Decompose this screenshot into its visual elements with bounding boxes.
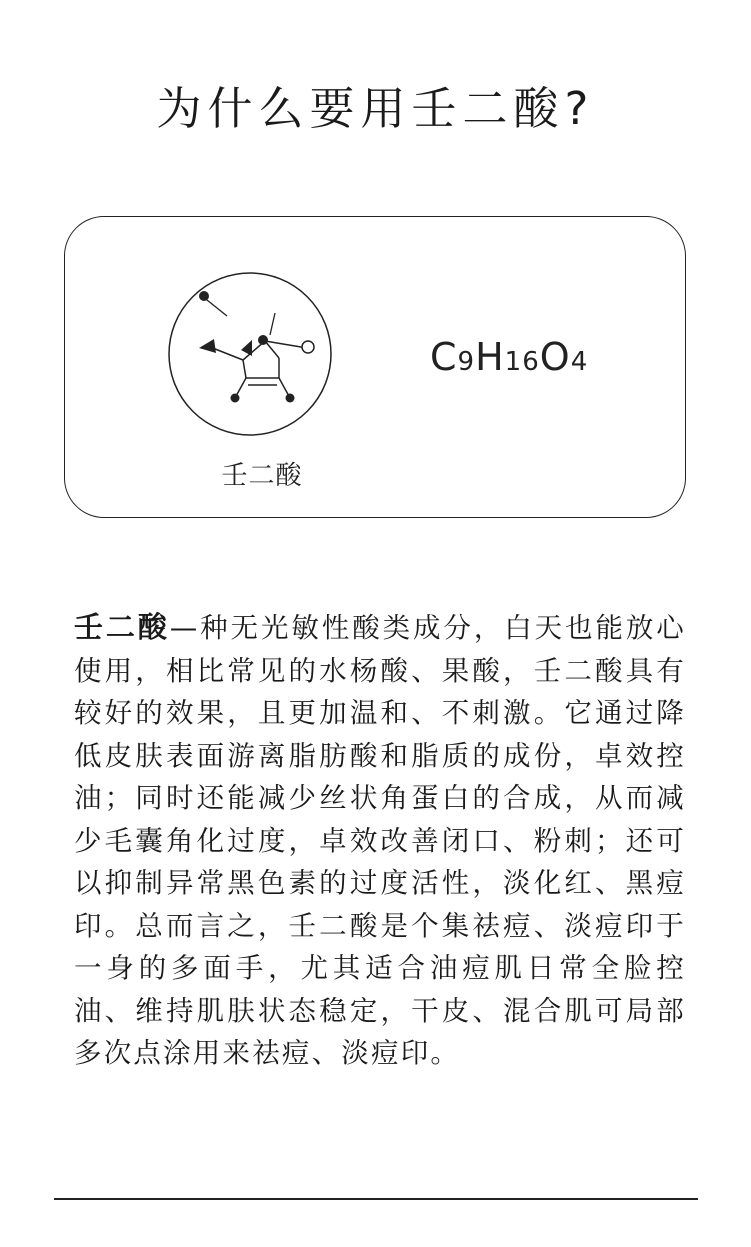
bottom-divider [54,1198,698,1200]
molecule-name: 壬二酸 [221,461,303,491]
formula-carbon: C [430,335,458,379]
formula-hydrogen: H [475,335,505,379]
formula-oxygen: O [539,335,571,379]
formula-carbon-count: 9 [457,347,476,377]
molecule-structure-icon [65,217,345,457]
description-text: —种无光敏性酸类成分，白天也能放心使用，相比常见的水杨酸、果酸，壬二酸具有较好的效果，且更加温和、不刺激。它通过降低皮肤表面游离脂肪酸和脂质的成份，卓效控油；同时还能减少丝状角蛋白的合成，从而减少毛囊角化过度，卓效改善闭口、粉刺；还可以抑制异常黑色素的过度活性，淡化红、黑痘印。总而言之，壬二酸是个集祛痘、淡痘印于一身的多面手，尤其适合油痘肌日常全脸控油、维持肌肤状态稳定，干皮、混合肌可局部多次点涂用来祛痘、淡痘印。 [74,612,686,1069]
formula-hydrogen-count: 16 [504,347,540,377]
page-title: 为什么要用壬二酸? [156,82,595,135]
description-lead: 壬二酸 [74,610,170,644]
formula-oxygen-count: 4 [570,347,589,377]
molecule-card [64,216,686,518]
chemical-formula [430,335,588,379]
description-paragraph [74,606,686,1075]
